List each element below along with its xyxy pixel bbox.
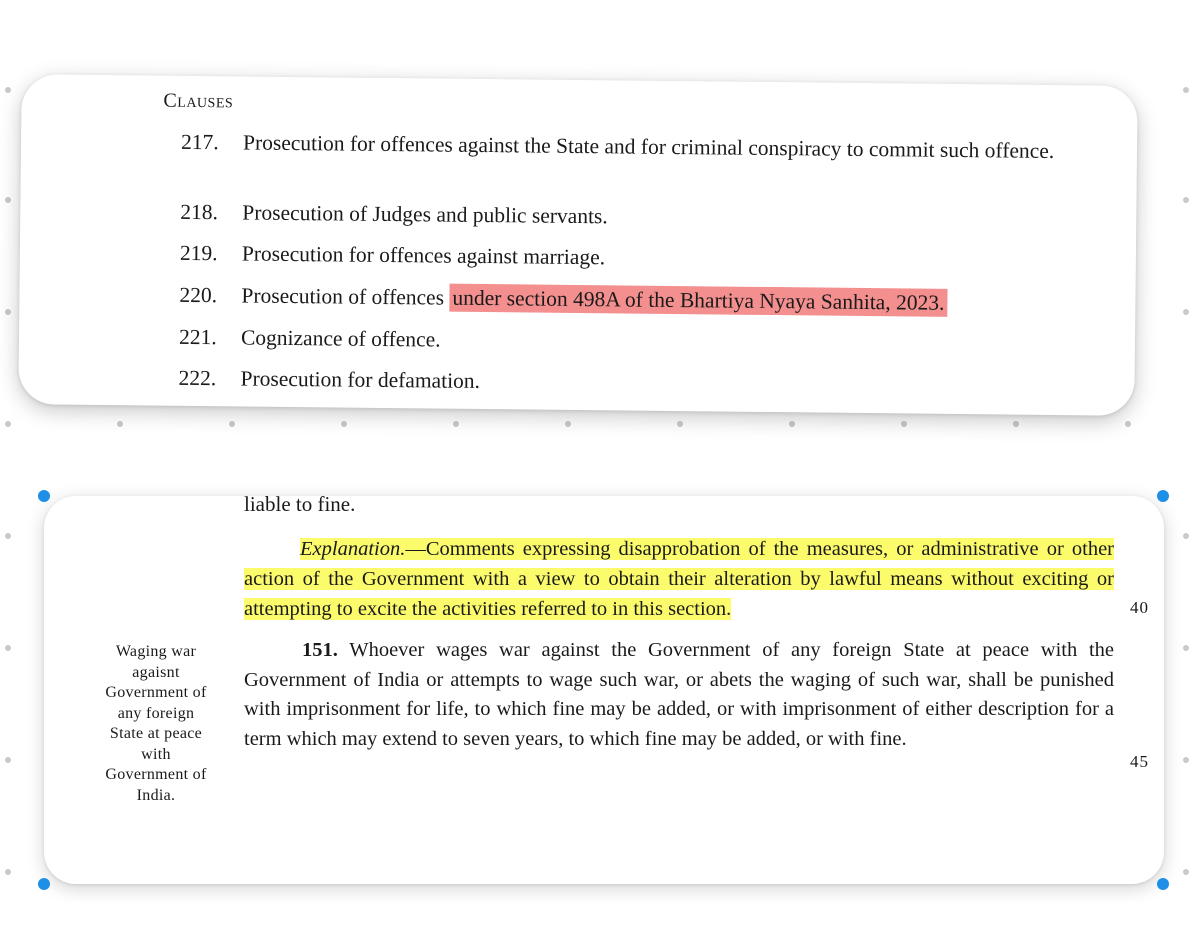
- line-number-45: 45: [1130, 752, 1149, 771]
- clause-number: 221.: [178, 324, 217, 350]
- clauses-heading: Clauses: [163, 89, 234, 113]
- clause-text-plain: Prosecution of offences: [241, 283, 445, 310]
- clause-number: 219.: [179, 240, 218, 266]
- clause-text: [241, 281, 1059, 319]
- yellow-highlight-text: [244, 538, 1114, 620]
- lead-line: liable to fine.: [244, 492, 356, 516]
- clause-item: [180, 239, 1060, 277]
- selection-handle-top-right[interactable]: [1157, 490, 1169, 502]
- excerpt-card: [44, 492, 1164, 884]
- clause-item-highlighted: [179, 281, 1059, 319]
- selection-handle-bottom-left[interactable]: [38, 878, 50, 890]
- explanation-label: Explanation.: [300, 538, 406, 560]
- selection-handle-bottom-right[interactable]: [1157, 878, 1169, 890]
- clause-number: 220.: [179, 282, 218, 308]
- line-number-40: 40: [1130, 598, 1149, 617]
- clause-item: [179, 323, 1059, 361]
- section-151-paragraph: [244, 636, 1114, 754]
- clause-number: 218.: [180, 199, 219, 225]
- margin-note: Waging war agaisnt Government of any foreign State at peace with Government of India.: [105, 643, 207, 804]
- clauses-card: [18, 74, 1137, 416]
- explanation-text: —Comments expressing disapprobation of the measures, or administrative or other action of the Government with a view to obtain their alteration by lawful means without exciting or attempting to excite the activities referred to in this section.: [244, 538, 1114, 620]
- clause-text: Cognizance of offence.: [240, 325, 441, 352]
- clause-text: Prosecution for defamation.: [240, 366, 481, 393]
- selection-handle-top-left[interactable]: [38, 490, 50, 502]
- clause-number: 217.: [180, 129, 219, 155]
- section-number: 151.: [302, 639, 338, 661]
- section-text: Whoever wages war against the Government of any foreign State at peace with the Government of India or attempts to wage such war, or abets the waging of such war, shall be punished with imprisonment for life, to which fine may be added, or with imprisonment of either description for a term which may extend to seven years, to which fine may be added, or with fine.: [244, 639, 1114, 750]
- explanation-paragraph: [244, 534, 1114, 624]
- clause-text: Prosecution for offences against the State and for criminal conspiracy to commit such offence.: [242, 130, 1055, 163]
- red-highlight-text: under section 498A of the Bhartiya Nyaya Sanhita, 2023.: [449, 284, 947, 317]
- clause-item: [180, 198, 1060, 236]
- clause-text: Prosecution for offences against marriage.: [241, 241, 606, 270]
- clause-item: [181, 128, 1061, 166]
- clause-number: 222.: [178, 365, 217, 391]
- clause-text: Prosecution of Judges and public servants.: [242, 200, 608, 229]
- clause-item: [178, 364, 1058, 402]
